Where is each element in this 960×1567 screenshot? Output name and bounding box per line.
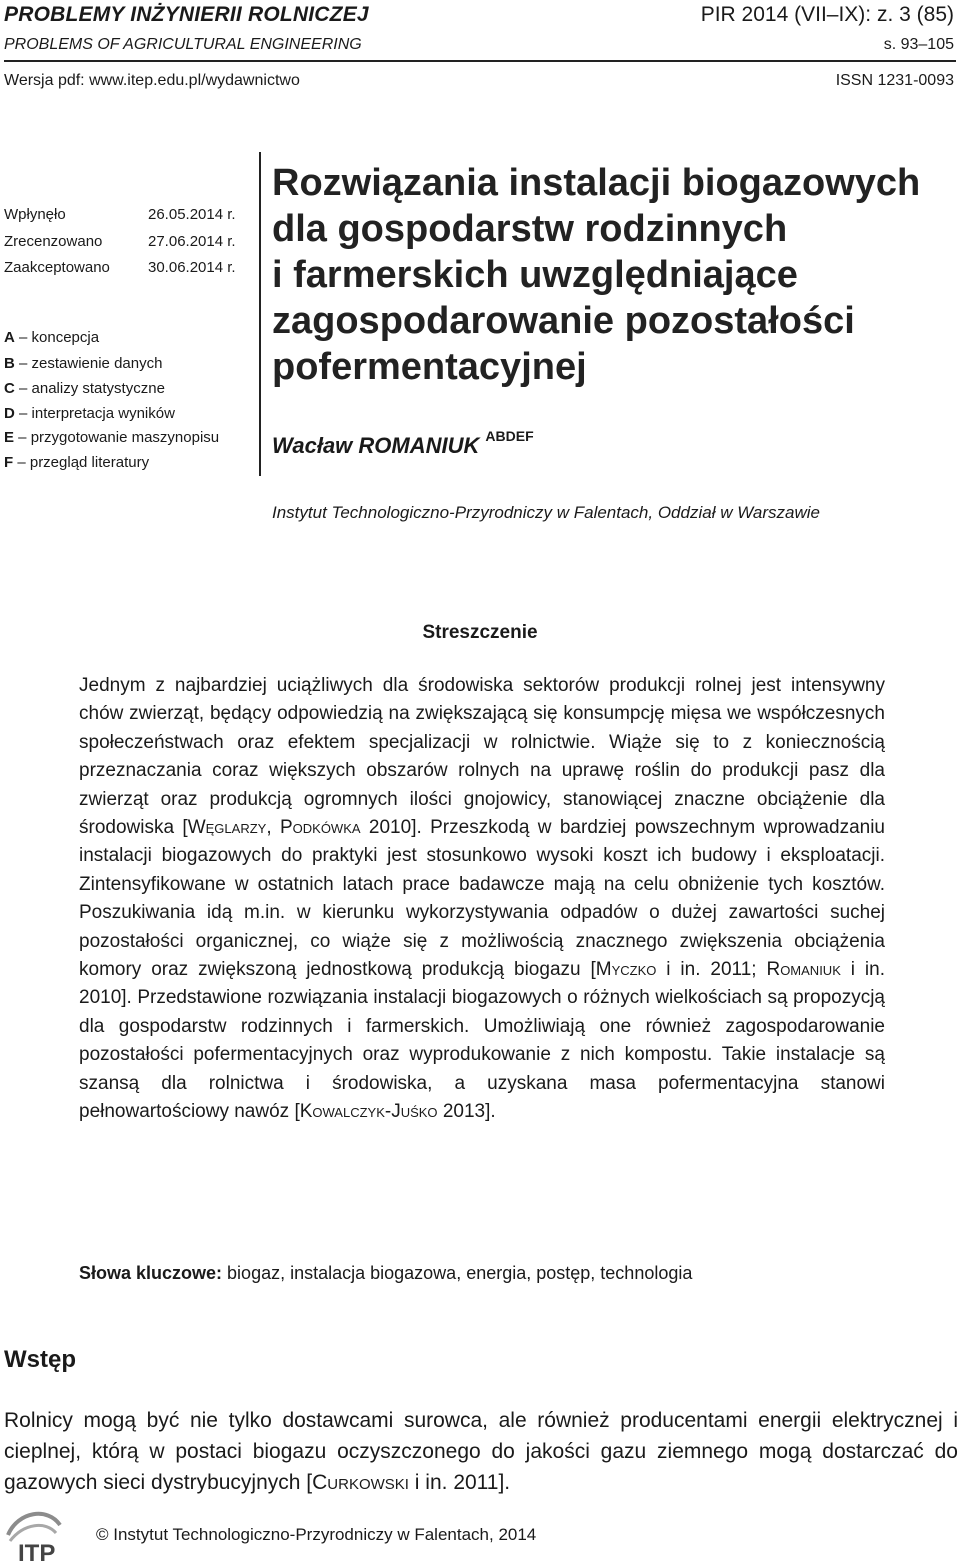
author (272, 428, 534, 459)
itp-logo (4, 1505, 86, 1563)
journal-title: PROBLEMY INŻYNIERII ROLNICZEJ (4, 3, 369, 26)
contribution-item: B – zestawienie danych (4, 355, 163, 372)
author-name: Wacław ROMANIUK (272, 433, 480, 458)
received-date: 26.05.2014 r. (148, 206, 236, 223)
keywords (79, 1263, 899, 1284)
journal-title-english: PROBLEMS OF AGRICULTURAL ENGINEERING (4, 36, 362, 53)
keywords-list: biogaz, instalacja biogazowa, energia, postęp, technologia (222, 1263, 693, 1283)
contribution-item: E – przygotowanie maszynopisu (4, 429, 220, 446)
issn: ISSN 1231-0093 (835, 72, 954, 89)
received-label: Wpłynęło (4, 206, 66, 223)
author-roles: ABDEF (485, 428, 534, 444)
section-heading: Wstęp (4, 1346, 76, 1373)
pdf-version-link[interactable]: Wersja pdf: www.itep.edu.pl/wydawnictwo (4, 72, 300, 89)
issue-info: PIR 2014 (VII–IX): z. 3 (85) (700, 3, 954, 26)
affiliation: Instytut Technologiczno-Przyrodniczy w Falentach, Oddział w Warszawie (272, 503, 821, 522)
copyright: © Instytut Technologiczno-Przyrodniczy w Falentach, 2014 (96, 1525, 537, 1544)
intro-paragraph: Rolnicy mogą być nie tylko dostawcami surowca, ale również producentami energii elektrycznej i cieplnej, którą w postaci biogazu oczyszczonego do jakości gazu ziemnego mogą dostarczać do gazowych sieci dystrybucyjnych [Curkowski i in. 2011]. (4, 1409, 958, 1494)
abstract-heading: Streszczenie (422, 622, 538, 643)
header-divider (4, 60, 956, 62)
citation: Romaniuk (766, 959, 841, 981)
metadata-divider (259, 152, 261, 476)
reviewed-row (4, 233, 236, 250)
citation: Curkowski (312, 1471, 409, 1494)
reviewed-date: 27.06.2014 r. (148, 233, 236, 250)
contribution-item: F – przegląd literatury (4, 454, 150, 471)
citation: Węglarzy, Podkówka (187, 817, 361, 839)
accepted-date: 30.06.2014 r. (148, 259, 236, 276)
citation: Myczko (595, 959, 657, 981)
contribution-item: A – koncepcja (4, 329, 100, 346)
article-title: Rozwiązania instalacji biogazowych dla gospodarstw rodzinnych i farmerskich uwzględniające zagospodarowanie pozostałości pofermentacyjnej (272, 162, 921, 388)
received-row (4, 206, 236, 223)
svg-text:ITP: ITP (18, 1540, 56, 1563)
accepted-row (4, 259, 236, 276)
page-range: s. 93–105 (883, 36, 954, 53)
abstract-text: Jednym z najbardziej uciążliwych dla środowiska sektorów produkcji rolnej jest intensywny chów zwierząt, będący odpowiedzią na zwiększającą się konsumpcję mięsa we współczesnych społeczeństwach oraz efektem specjalizacji w rolnictwie. Wiąże się to z koniecznością przeznaczania coraz większych obszarów rolnych na uprawę roślin do produkcji pasz dla zwierząt oraz produkcją ogromnych ilości gnojowicy, stanowiącej znaczne obciążenie dla środowiska [Węglarzy, Podkówka 2010]. Przeszkodą w bardziej powszechnym wprowadzaniu instalacji biogazowych do praktyki jest stosunkowo wysoki koszt ich budowy i eksploatacji. Zintensyfikowane w ostatnich latach prace badawcze mają na celu obniżenie tych kosztów. Poszukiwania idą m.in. w kierunku wykorzystywania odpadów o dużej zawartości suchej pozostałości organicznej, co wiąże się z możliwością znacznego zwiększenia obciążenia komory oraz zwiększoną jednostkową produkcją biogazu [Myczko i in. 2011; Romaniuk i in. 2010]. Przedstawione rozwiązania instalacji biogazowych o różnych wielkościach są propozycją dla gospodarstw rodzinnych i farmerskich. Umożliwiają one również zagospodarowanie pozostałości pofermentacyjnych oraz wyprodukowanie z nich kompostu. Takie instalacje są szansą dla rolnictwa i środowiska, a uzyskana masa pofermentacyjna stanowi pełnowartościowy nawóz [Kowalczyk-Juśko 2013]. (79, 675, 885, 1123)
keywords-label: Słowa kluczowe: (79, 1263, 223, 1283)
citation: Kowalczyk-Juśko (299, 1101, 438, 1123)
contribution-item: D – interpretacja wyników (4, 405, 175, 422)
contribution-item: C – analizy statystyczne (4, 380, 165, 397)
reviewed-label: Zrecenzowano (4, 233, 103, 250)
accepted-label: Zaakceptowano (4, 259, 110, 276)
